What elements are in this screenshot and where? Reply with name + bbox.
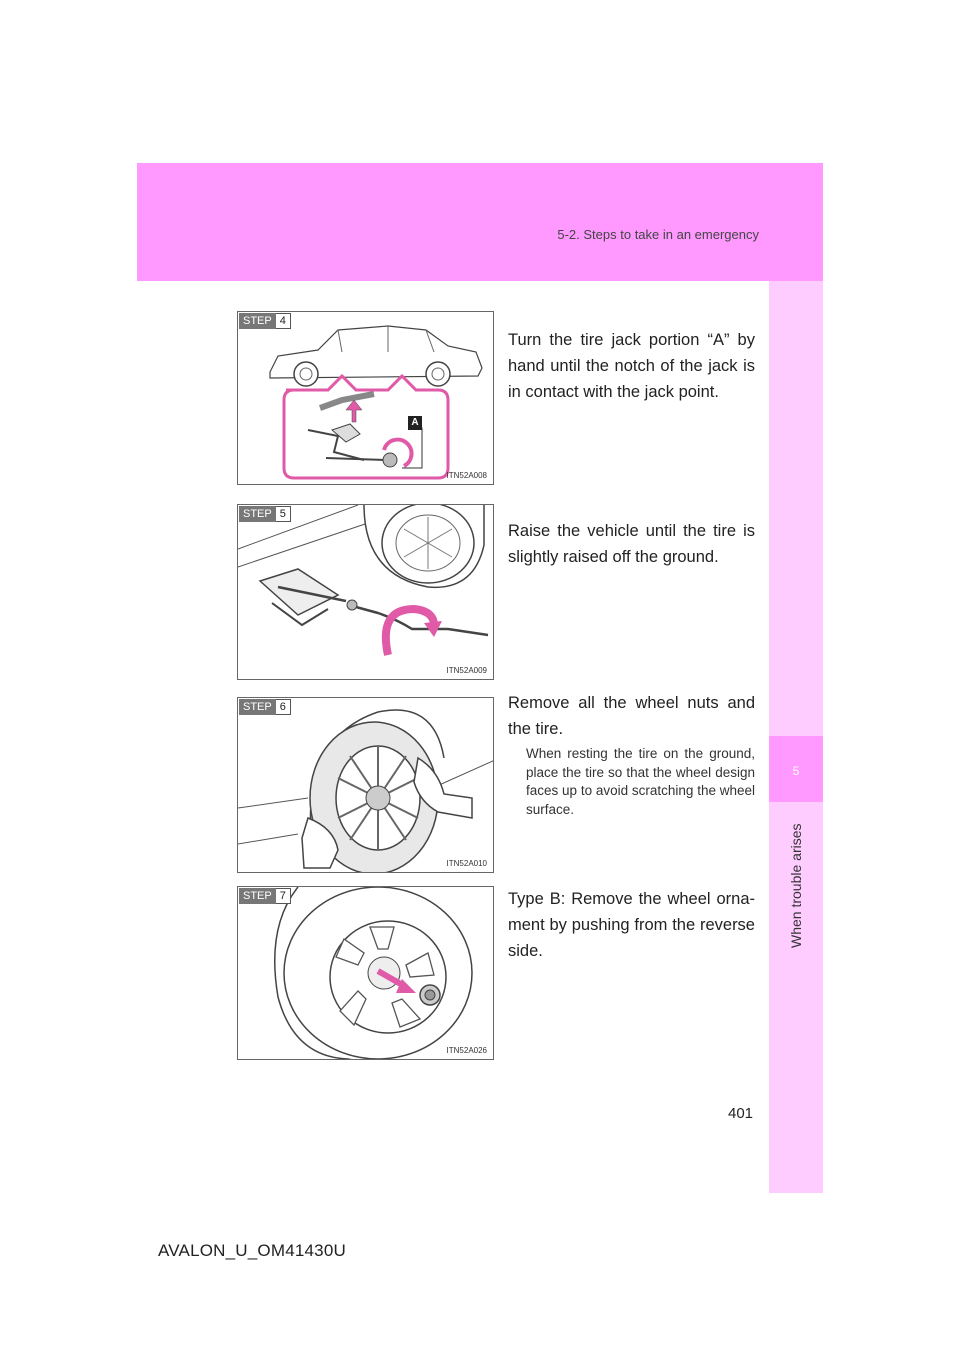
step-badge bbox=[239, 888, 291, 904]
step-7-text: Type B: Remove the wheel orna-ment by pushing from the reverse side. bbox=[508, 890, 755, 960]
document-code: AVALON_U_OM41430U bbox=[158, 1241, 346, 1260]
wheel-ornament-illustration bbox=[238, 887, 494, 1060]
step-number: 5 bbox=[276, 506, 291, 522]
step-badge bbox=[239, 506, 291, 522]
figure-code: ITN52A008 bbox=[446, 471, 487, 480]
page-number: 401 bbox=[728, 1105, 754, 1122]
step-5-text: Raise the vehicle until the tire is slightly raised off the ground. bbox=[508, 522, 755, 566]
callout-label-a: A bbox=[408, 416, 422, 430]
step-6-figure bbox=[237, 697, 494, 873]
step-5-figure bbox=[237, 504, 494, 680]
step-number: 4 bbox=[276, 313, 291, 329]
step-6-note: When resting the tire on the ground, place the tire so that the wheel design faces up to avoid scratching the wheel surface. bbox=[526, 746, 755, 817]
tire-removal-illustration bbox=[238, 698, 494, 873]
chapter-number-box bbox=[769, 736, 823, 802]
step-7-figure bbox=[237, 886, 494, 1060]
jack-raising-illustration bbox=[238, 505, 494, 680]
figure-code: ITN52A010 bbox=[446, 859, 487, 868]
step-number: 7 bbox=[276, 888, 291, 904]
chapter-side-tab bbox=[769, 281, 823, 1193]
step-number: 6 bbox=[276, 699, 291, 715]
header-band bbox=[137, 163, 823, 281]
step-word: STEP bbox=[239, 313, 276, 329]
step-word: STEP bbox=[239, 888, 276, 904]
step-word: STEP bbox=[239, 506, 276, 522]
step-6-text: Remove all the wheel nuts and the tire. bbox=[508, 694, 755, 738]
car-jack-point-illustration bbox=[238, 312, 494, 485]
step-word: STEP bbox=[239, 699, 276, 715]
figure-code: ITN52A026 bbox=[446, 1046, 487, 1055]
step-4-figure bbox=[237, 311, 494, 485]
step-badge bbox=[239, 699, 291, 715]
chapter-number: 5 bbox=[792, 764, 800, 778]
step-badge bbox=[239, 313, 291, 329]
section-title: 5-2. Steps to take in an emergency bbox=[557, 227, 759, 242]
step-4-text: Turn the tire jack portion “A” by hand until the notch of the jack is in contact with the jack point. bbox=[508, 331, 755, 401]
chapter-title: When trouble arises bbox=[788, 823, 804, 949]
figure-code: ITN52A009 bbox=[446, 666, 487, 675]
